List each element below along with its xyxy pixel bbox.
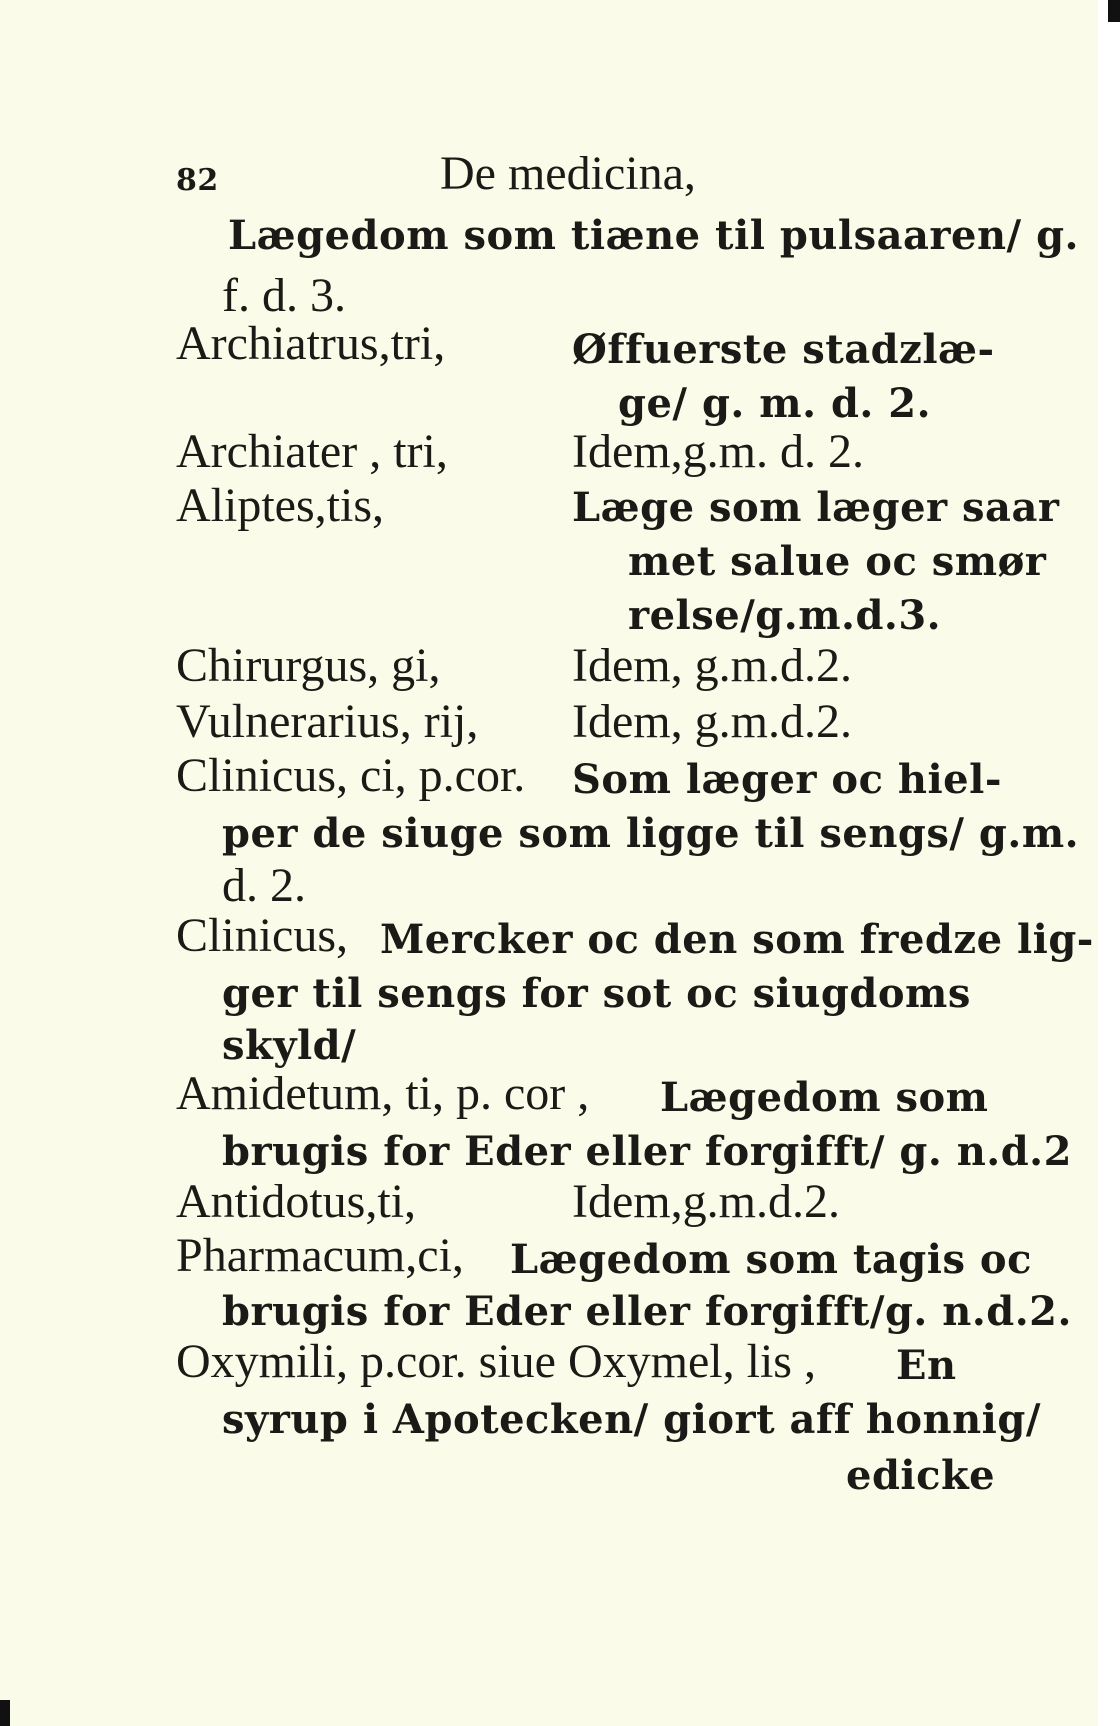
entry-definition: ge/ g. m. d. 2. bbox=[618, 380, 932, 427]
entry-headword: Oxymili, p.cor. siue Oxymel, lis , bbox=[176, 1335, 816, 1388]
entry-headword: Clinicus, bbox=[176, 909, 349, 962]
entry-headword: Chirurgus, gi, bbox=[176, 639, 441, 692]
entry-definition: Idem, g.m.d.2. bbox=[572, 639, 852, 692]
catchword: edicke bbox=[846, 1452, 996, 1499]
entry-text-line: brugis for Eder eller forgifft/g. n.d.2. bbox=[222, 1288, 1072, 1335]
entry-definition: Idem, g.m.d.2. bbox=[572, 695, 852, 748]
entry-definition: Mercker oc den som fredze lig- bbox=[380, 916, 1094, 963]
scan-margin bbox=[1098, 0, 1120, 1726]
page-number: 82 bbox=[176, 163, 219, 198]
scan-edge-mark bbox=[1108, 0, 1120, 22]
entry-text-line: per de siuge som ligge til sengs/ g.m. bbox=[222, 810, 1080, 857]
entry-definition: Idem,g.m. d. 2. bbox=[572, 425, 864, 478]
entry-definition: relse/g.m.d.3. bbox=[628, 592, 942, 639]
entry-text-line: brugis for Eder eller forgifft/ g. n.d.2 bbox=[222, 1128, 1072, 1175]
entry-definition: met salue oc smør bbox=[628, 538, 1047, 585]
entry-text-line: syrup i Apotecken/ giort aff honnig/ bbox=[222, 1396, 1041, 1443]
entry-text-line: Lægedom som tiæne til pulsaaren/ g. bbox=[228, 212, 1079, 259]
entry-definition: Lægedom som tagis oc bbox=[510, 1236, 1032, 1283]
entry-headword: Pharmacum,ci, bbox=[176, 1229, 464, 1282]
entry-text-line: ger til sengs for sot oc siugdoms bbox=[222, 970, 971, 1017]
entry-definition: En bbox=[896, 1342, 957, 1389]
entry-definition: Øffuerste stadzlæ- bbox=[572, 326, 995, 373]
entry-text-line: d. 2. bbox=[222, 859, 306, 912]
entry-definition: Som læger oc hiel- bbox=[572, 756, 1002, 803]
entry-headword: Vulnerarius, rij, bbox=[176, 695, 479, 748]
scan-edge-mark bbox=[0, 1700, 10, 1726]
entry-headword: Archiatrus,tri, bbox=[176, 317, 446, 370]
entry-headword: Amidetum, ti, p. cor , bbox=[176, 1067, 590, 1120]
entry-headword: Archiater , tri, bbox=[176, 425, 448, 478]
entry-definition: Lægedom som bbox=[660, 1074, 989, 1121]
entry-definition: Læge som læger saar bbox=[572, 484, 1060, 531]
running-title: De medicina, bbox=[440, 147, 696, 200]
entry-headword: Clinicus, ci, p.cor. bbox=[176, 749, 526, 802]
entry-headword: Aliptes,tis, bbox=[176, 479, 385, 532]
entry-headword: Antidotus,ti, bbox=[176, 1175, 417, 1228]
entry-text-line: skyld/ bbox=[222, 1022, 357, 1069]
entry-text-line: f. d. 3. bbox=[222, 269, 346, 322]
entry-definition: Idem,g.m.d.2. bbox=[572, 1175, 840, 1228]
